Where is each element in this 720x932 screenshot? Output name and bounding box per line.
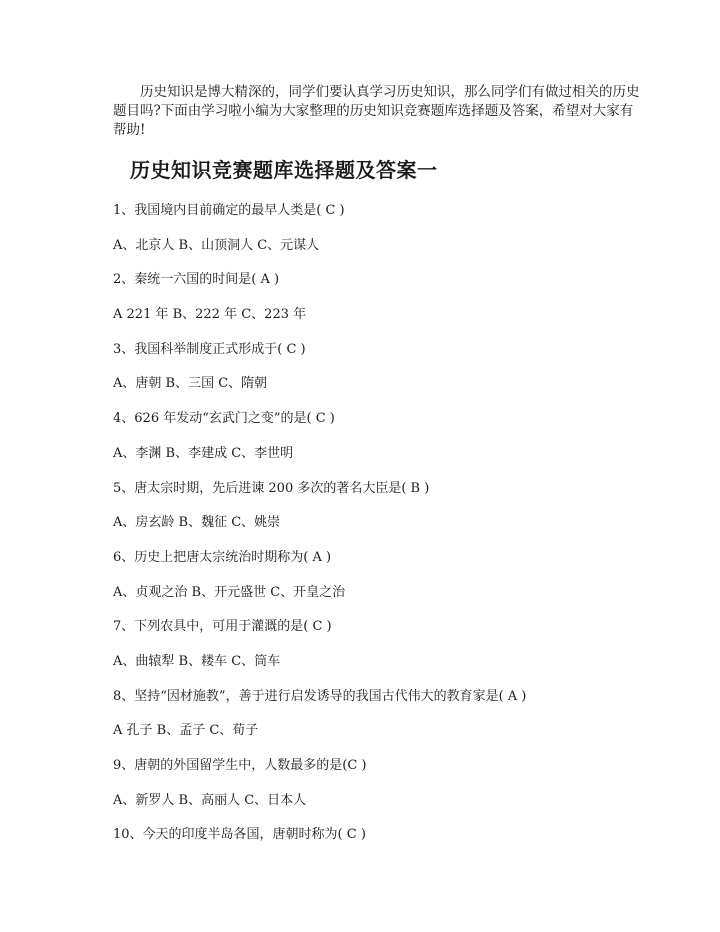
question-line: 1、我国境内目前确定的最早人类是( C ): [113, 203, 345, 218]
answer-options-line: A 221 年 B、222 年 C、223 年: [113, 307, 307, 323]
answer-options-line: A、房玄龄 B、魏征 C、姚崇: [113, 515, 281, 531]
answer-options-line: A、新罗人 B、高丽人 C、日本人: [113, 792, 307, 808]
intro-paragraph: 历史知识是博大精深的，同学们要认真学习历史知识，那么同学们有做过相关的历史题目吗?下面由学习啦小编为大家整理的历史知识竞赛题库选择题及答案，希望对大家有帮助!: [113, 84, 640, 138]
answer-options-line: A 孔子 B、孟子 C、荀子: [113, 723, 259, 739]
question-line: 6、历史上把唐太宗统治时期称为( A ): [113, 549, 332, 565]
question-line: 7、下列农具中，可用于灌溉的是( C ): [113, 619, 332, 635]
answer-options-line: A、北京人 B、山顶洞人 C、元谋人: [113, 237, 320, 253]
question-answer-list: [113, 201, 653, 860]
page-title: 历史知识竞赛题库选择题及答案一: [130, 158, 438, 182]
question-line: 4、626 年发动“玄武门之变”的是( C ): [113, 411, 335, 427]
answer-options-line: A、唐朝 B、三国 C、隋朝: [113, 376, 268, 392]
question-line: 9、唐朝的外国留学生中，人数最多的是(C ): [113, 758, 367, 773]
question-line: 5、唐太宗时期，先后进谏 200 多次的著名大臣是( B ): [113, 480, 430, 496]
answer-options-line: A、李渊 B、李建成 C、李世明: [113, 445, 294, 461]
question-line: 3、我国科举制度正式形成于( C ): [113, 341, 306, 357]
answer-options-line: A、曲辕犁 B、耧车 C、筒车: [113, 653, 281, 669]
question-line: 10、今天的印度半岛各国，唐朝时称为( C ): [113, 827, 366, 843]
question-line: 8、坚持“因材施教”，善于进行启发诱导的我国古代伟大的教育家是( A ): [113, 688, 527, 704]
answer-options-line: A、贞观之治 B、开元盛世 C、开皇之治: [113, 584, 346, 600]
question-line: 2、秦统一六国的时间是( A ): [113, 272, 280, 288]
